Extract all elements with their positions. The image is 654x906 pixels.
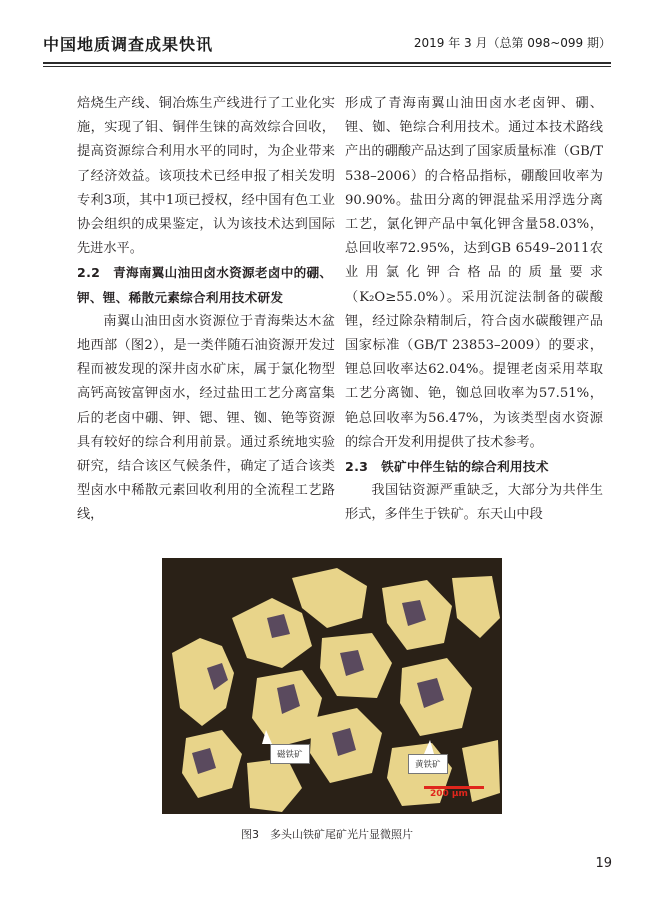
left-column xyxy=(77,92,335,528)
left-paragraph-2: 南翼山油田卤水资源位于青海柴达木盆地西部（图2），是一类伴随石油资源开发过程而被发现的深井卤水矿床，属于氯化物型高钙高铵富钾卤水，经过盐田工艺分离富集后的老卤中硼、钾、锶、锂、铷、铯等资源具有较好的综合利用前景。通过系统地实验研究，结合该区气候条件，确定了适合该类型卤水中稀散元素回收利用的全流程工艺路线， xyxy=(77,313,335,523)
section-heading-2-2: 2.2 青海南翼山油田卤水资源老卤中的硼、钾、锂、稀散元素综合利用技术研发 xyxy=(77,265,333,305)
right-paragraph-1: 形成了青海南翼山油田卤水老卤钾、硼、锂、铷、铯综合利用技术。通过本技术路线产出的硼酸产品达到了国家质量标准（GB/T 538–2006）的合格品指标，硼酸回收率为90.90%。盐田分离的钾混盐采用浮选分离工艺，氯化钾产品中氧化钾含量58.03%，总回收率72.95%，达到GB 6549–2011农业用氯化钾合格品的质量要求（K₂O≥55.0%）。采用沉淀法制备的碳酸锂，经过除杂精制后，符合卤水碳酸锂产品国家标准（GB/T 23853–2009）的要求，锂总回收率达62.04%。提锂老卤采用萃取工艺分离铷、铯，铷总回收率为57.51%，铯总回收率为56.47%，为该类型卤水资源的综合开发利用提供了技术参考。 xyxy=(345,96,603,450)
right-paragraph-2: 我国钴资源严重缺乏，大部分为共伴生形式，多伴生于铁矿。东天山中段 xyxy=(345,483,603,523)
right-column xyxy=(345,92,603,528)
page-header xyxy=(43,26,611,70)
scale-bar-label: 200 μm xyxy=(430,789,468,799)
magnetite-label: 磁铁矿 xyxy=(270,744,310,764)
journal-title: 中国地质调查成果快讯 xyxy=(43,35,214,54)
issue-info: 2019 年 3 月（总第 098~099 期） xyxy=(413,36,611,50)
micrograph-figure xyxy=(162,558,502,814)
section-heading-2-3: 2.3 铁矿中伴生钴的综合利用技术 xyxy=(345,459,549,475)
figure-caption: 图3 多头山铁矿尾矿光片显微照片 xyxy=(241,828,413,841)
header-rule-thin xyxy=(43,66,611,67)
left-paragraph-1: 焙烧生产线、铜冶炼生产线进行了工业化实施，实现了钼、铜伴生铼的高效综合回收，提高资源综合利用水平的同时，为企业带来了经济效益。该项技术已经申报了相关发明专利3项，其中1项已授权，经中国有色工业协会组织的成果鉴定，认为该技术达到国际先进水平。 xyxy=(77,96,335,257)
micrograph-image xyxy=(162,558,502,814)
header-rule-thick xyxy=(43,62,611,64)
pyrite-label: 黄铁矿 xyxy=(408,754,448,774)
page-number: 19 xyxy=(595,856,612,871)
